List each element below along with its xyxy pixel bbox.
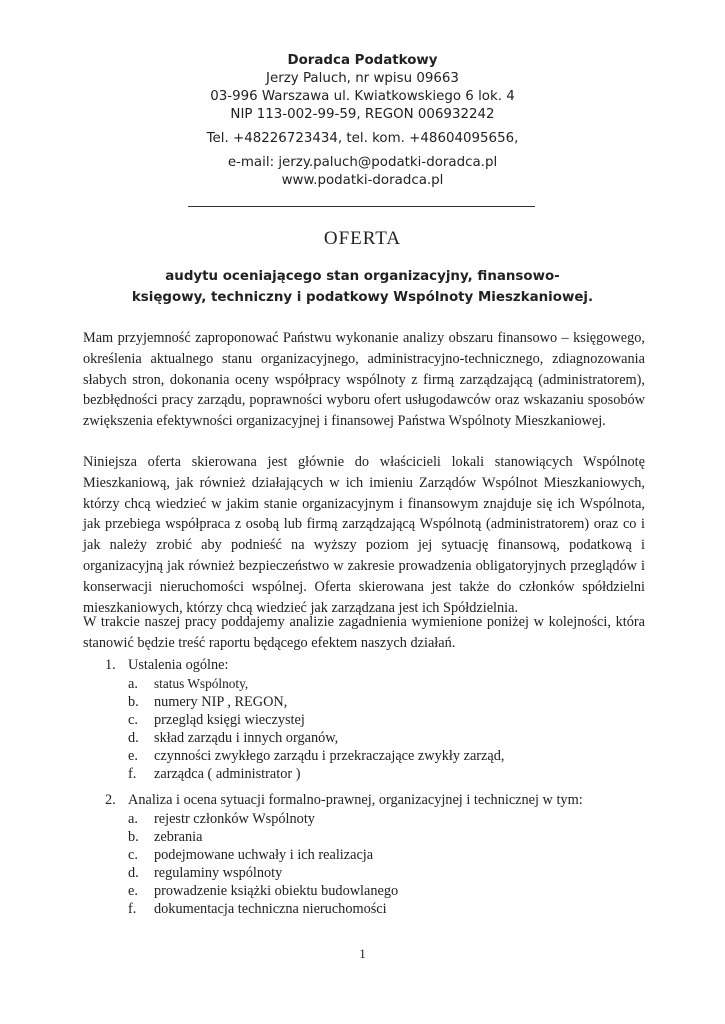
list-item: f. dokumentacja techniczna nieruchomości — [128, 901, 387, 917]
list-item: b. zebrania — [128, 829, 203, 845]
list-item: d. skład zarządu i innych organów, — [128, 730, 339, 746]
subtitle-line-1: audytu oceniającego stan organizacyjny, finansowo- — [165, 269, 560, 284]
letterhead-address: 03-996 Warszawa ul. Kwiatkowskiego 6 lok. 4 — [210, 89, 515, 104]
list-item: d. regulaminy wspólnoty — [128, 865, 283, 881]
subtitle-line-2: księgowy, techniczny i podatkowy Wspólnoty Mieszkaniowej. — [131, 290, 594, 305]
list-item: c. podejmowane uchwały i ich realizacja — [128, 847, 374, 863]
page-number: 1 — [359, 946, 366, 961]
section-list-2 — [83, 791, 645, 918]
list-item: e. czynności zwykłego zarządu i przekraczające zwykły zarząd, — [128, 748, 505, 764]
list-item: f. zarządca ( administrator ) — [128, 766, 301, 782]
document-subtitle — [0, 266, 725, 308]
paragraph-intro: Mam przyjemność zaproponować Państwu wykonanie analizy obszaru finansowo – księgowego, określenia aktualnego stanu organizacyjnego, administracyjno-technicznego, zdiagnozowania słabych stron, dokonania oceny współpracy wspólnoty z firmą zarządzającą (administratorem), bezbłędności pracy zarządu, poprawności wyboru ofert usługodawców oraz wskazaniu sposobów zwiększenia efektywności organizacyjnej i finansowej Państwa Wspólnoty Mieszkaniowej. — [83, 330, 645, 430]
list-item: e. prowadzenie książki obiektu budowlanego — [128, 883, 399, 899]
letterhead-email: e-mail: jerzy.paluch@podatki-doradca.pl — [227, 155, 498, 170]
list-item: a. status Wspólnoty, — [128, 676, 249, 692]
paragraph-audience: Niniejsza oferta skierowana jest głównie do właścicieli lokali stanowiących Wspólnotę Mieszkaniową, jak również działających w ich imieniu Zarządów Wspólnot Mieszkaniowych, którzy chcą wiedzieć w jakim stanie organizacyjnym i finansowym znajduje się ich Wspólnota, jak przebiega współpraca z osobą lub firmą zarządzającą Wspólnotą (administratorem) oraz co i jak należy zrobić aby podnieść na wyższy poziom jej sytuację finansową, podatkową i organizacyjną jak również bezpieczeństwo w zakresie prowadzenia obligatoryjnych przeglądów i konserwacji nieruchomości wspólnej. Oferta skierowana jest także do członków spółdzielni mieszkaniowych, którzy chcą wiedzieć jak zarządzana jest ich Spółdzielnia. — [83, 454, 645, 616]
list-item: a. rejestr członków Wspólnoty — [128, 811, 315, 827]
letterhead-name: Jerzy Paluch, nr wpisu 09663 — [266, 71, 459, 86]
letterhead-ids: NIP 113-002-99-59, REGON 006932242 — [230, 107, 495, 122]
list-item: 1. Ustalenia ogólne: — [105, 657, 229, 673]
paragraph-scope: W trakcie naszej pracy poddajemy analizie zagadnienia wymienione poniżej w kolejności, która stanowić będzie treść raportu będącego efektem naszych działań. — [83, 614, 645, 651]
document-title: OFERTA — [323, 228, 402, 249]
list-item: b. numery NIP , REGON, — [128, 694, 288, 710]
letterhead-phones: Tel. +48226723434, tel. kom. +48604095656, — [206, 131, 519, 146]
section-list-1 — [83, 656, 645, 783]
letterhead — [0, 52, 725, 190]
letterhead-title: Doradca Podatkowy — [287, 53, 438, 68]
list-item: c. przegląd księgi wieczystej — [128, 712, 305, 728]
header-divider — [188, 206, 535, 207]
list-item: 2. Analiza i ocena sytuacji formalno-prawnej, organizacyjnej i technicznej w tym: — [105, 792, 583, 808]
letterhead-website: www.podatki-doradca.pl — [281, 173, 444, 188]
